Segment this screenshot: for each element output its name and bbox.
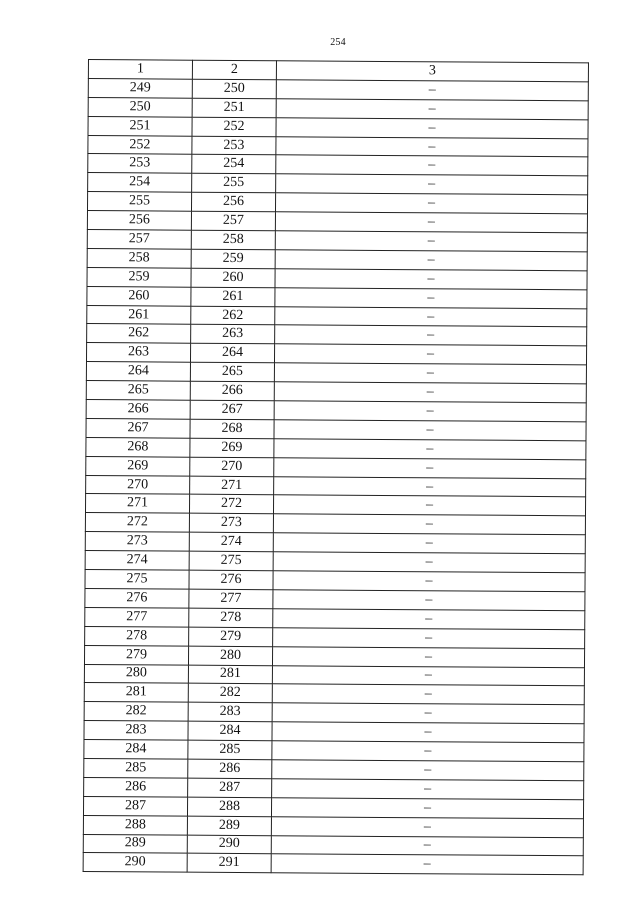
table-row <box>83 853 583 875</box>
column-header: 3 <box>276 61 588 82</box>
table-cell: 284 <box>84 740 188 760</box>
table-cell: 251 <box>192 98 276 117</box>
table-cell: – <box>276 155 588 176</box>
table-cell: 267 <box>190 400 274 419</box>
table-cell: 290 <box>187 835 271 854</box>
table-cell: – <box>274 420 586 441</box>
table-cell: 281 <box>188 665 272 684</box>
table-cell: 273 <box>85 532 189 552</box>
table-cell: – <box>275 269 587 290</box>
table-cell: 276 <box>189 570 273 589</box>
table-cell: – <box>272 684 584 705</box>
table-cell: – <box>271 816 583 837</box>
table-cell: 283 <box>188 702 272 721</box>
table-cell: 252 <box>88 135 192 155</box>
table-cell: – <box>273 495 585 516</box>
table-cell: 273 <box>189 514 273 533</box>
table-cell: 269 <box>190 438 274 457</box>
table-cell: – <box>272 741 584 762</box>
table-cell: 266 <box>86 400 190 420</box>
table-cell: 255 <box>87 192 191 212</box>
table-cell: 260 <box>191 268 275 287</box>
table-cell: – <box>275 325 587 346</box>
table-cell: 252 <box>192 117 276 136</box>
table-cell: – <box>273 571 585 592</box>
table-cell: 254 <box>88 173 192 193</box>
table-cell: 264 <box>190 344 274 363</box>
table-cell: – <box>271 797 583 818</box>
table-cell: 280 <box>188 646 272 665</box>
table-cell: – <box>275 231 587 252</box>
table-cell: 266 <box>190 381 274 400</box>
table-cell: 271 <box>85 494 189 514</box>
table-cell: – <box>276 174 588 195</box>
table-cell: 278 <box>189 608 273 627</box>
table-cell: 264 <box>86 362 190 382</box>
table-cell: – <box>273 590 585 611</box>
table-cell: 261 <box>87 305 191 325</box>
data-table <box>83 59 589 876</box>
table-cell: 261 <box>191 287 275 306</box>
table-cell: 283 <box>84 721 188 741</box>
table-cell: 286 <box>188 759 272 778</box>
table-body <box>83 78 588 875</box>
table-cell: 272 <box>85 513 189 533</box>
table-cell: – <box>272 722 584 743</box>
table-cell: 254 <box>192 155 276 174</box>
table-cell: 255 <box>192 174 276 193</box>
table-cell: 270 <box>86 475 190 495</box>
table-cell: – <box>276 80 588 101</box>
table-cell: – <box>273 627 585 648</box>
table-cell: 257 <box>87 230 191 250</box>
table-cell: – <box>273 533 585 554</box>
table-cell: 281 <box>84 683 188 703</box>
table-cell: 262 <box>87 324 191 344</box>
table-cell: 253 <box>88 154 192 174</box>
table-cell: – <box>274 476 586 497</box>
table-cell: 256 <box>87 211 191 231</box>
table-cell: 274 <box>85 551 189 571</box>
table-cell: 269 <box>86 456 190 476</box>
table-cell: – <box>275 212 587 233</box>
table-cell: 259 <box>191 249 275 268</box>
table-cell: – <box>276 117 588 138</box>
table-cell: 287 <box>83 796 187 816</box>
table-cell: – <box>274 439 586 460</box>
table-cell: 265 <box>86 381 190 401</box>
table-cell: 279 <box>189 627 273 646</box>
table-cell: 289 <box>187 816 271 835</box>
table-cell: – <box>275 250 587 271</box>
table-cell: – <box>274 457 586 478</box>
table-cell: 267 <box>86 418 190 438</box>
table-cell: – <box>276 99 588 120</box>
table-cell: 259 <box>87 267 191 287</box>
table-cell: – <box>272 779 584 800</box>
table-cell: 262 <box>191 306 275 325</box>
table-cell: – <box>274 344 586 365</box>
table-cell: – <box>276 136 588 157</box>
table-cell: 258 <box>87 248 191 268</box>
table-cell: 263 <box>191 325 275 344</box>
table-cell: – <box>271 854 583 875</box>
table-cell: 282 <box>84 702 188 722</box>
table-cell: 280 <box>84 664 188 684</box>
table-cell: – <box>272 703 584 724</box>
table-cell: 257 <box>191 211 275 230</box>
table-cell: 288 <box>83 815 187 835</box>
table-cell: – <box>274 401 586 422</box>
column-header: 2 <box>192 60 276 79</box>
table-cell: – <box>275 287 587 308</box>
table-cell: – <box>275 306 587 327</box>
table-cell: 275 <box>189 551 273 570</box>
table-cell: – <box>275 193 587 214</box>
table-cell: 291 <box>187 854 271 873</box>
data-table-container <box>83 59 589 876</box>
table-cell: – <box>273 609 585 630</box>
table-cell: 258 <box>191 230 275 249</box>
table-cell: 272 <box>189 495 273 514</box>
table-cell: – <box>274 382 586 403</box>
table-cell: 263 <box>86 343 190 363</box>
table-cell: 288 <box>187 797 271 816</box>
table-cell: 279 <box>84 645 188 665</box>
table-cell: – <box>272 760 584 781</box>
table-cell: 260 <box>87 286 191 306</box>
table-cell: 250 <box>192 79 276 98</box>
table-cell: 289 <box>83 834 187 854</box>
table-cell: 256 <box>191 192 275 211</box>
table-cell: 268 <box>86 437 190 457</box>
table-cell: 253 <box>192 136 276 155</box>
table-cell: 277 <box>189 589 273 608</box>
table-cell: 251 <box>88 116 192 136</box>
table-cell: 249 <box>88 78 192 98</box>
table-cell: – <box>272 665 584 686</box>
table-cell: – <box>271 835 583 856</box>
table-cell: 277 <box>85 607 189 627</box>
page-number: 254 <box>330 37 346 48</box>
table-cell: 290 <box>83 853 187 873</box>
table-cell: 265 <box>190 362 274 381</box>
table-cell: 250 <box>88 97 192 117</box>
table-cell: 276 <box>85 588 189 608</box>
table-cell: 285 <box>188 740 272 759</box>
table-cell: 278 <box>85 626 189 646</box>
table-cell: 270 <box>190 457 274 476</box>
table-cell: 271 <box>190 476 274 495</box>
table-cell: 274 <box>189 532 273 551</box>
table-cell: – <box>273 552 585 573</box>
table-cell: 282 <box>188 684 272 703</box>
table-cell: 275 <box>85 570 189 590</box>
table-cell: 287 <box>188 778 272 797</box>
table-cell: 285 <box>84 758 188 778</box>
table-cell: – <box>274 363 586 384</box>
table-cell: 286 <box>84 777 188 797</box>
table-cell: 268 <box>190 419 274 438</box>
table-cell: 284 <box>188 721 272 740</box>
table-cell: – <box>272 646 584 667</box>
column-header: 1 <box>88 60 192 80</box>
table-cell: – <box>273 514 585 535</box>
